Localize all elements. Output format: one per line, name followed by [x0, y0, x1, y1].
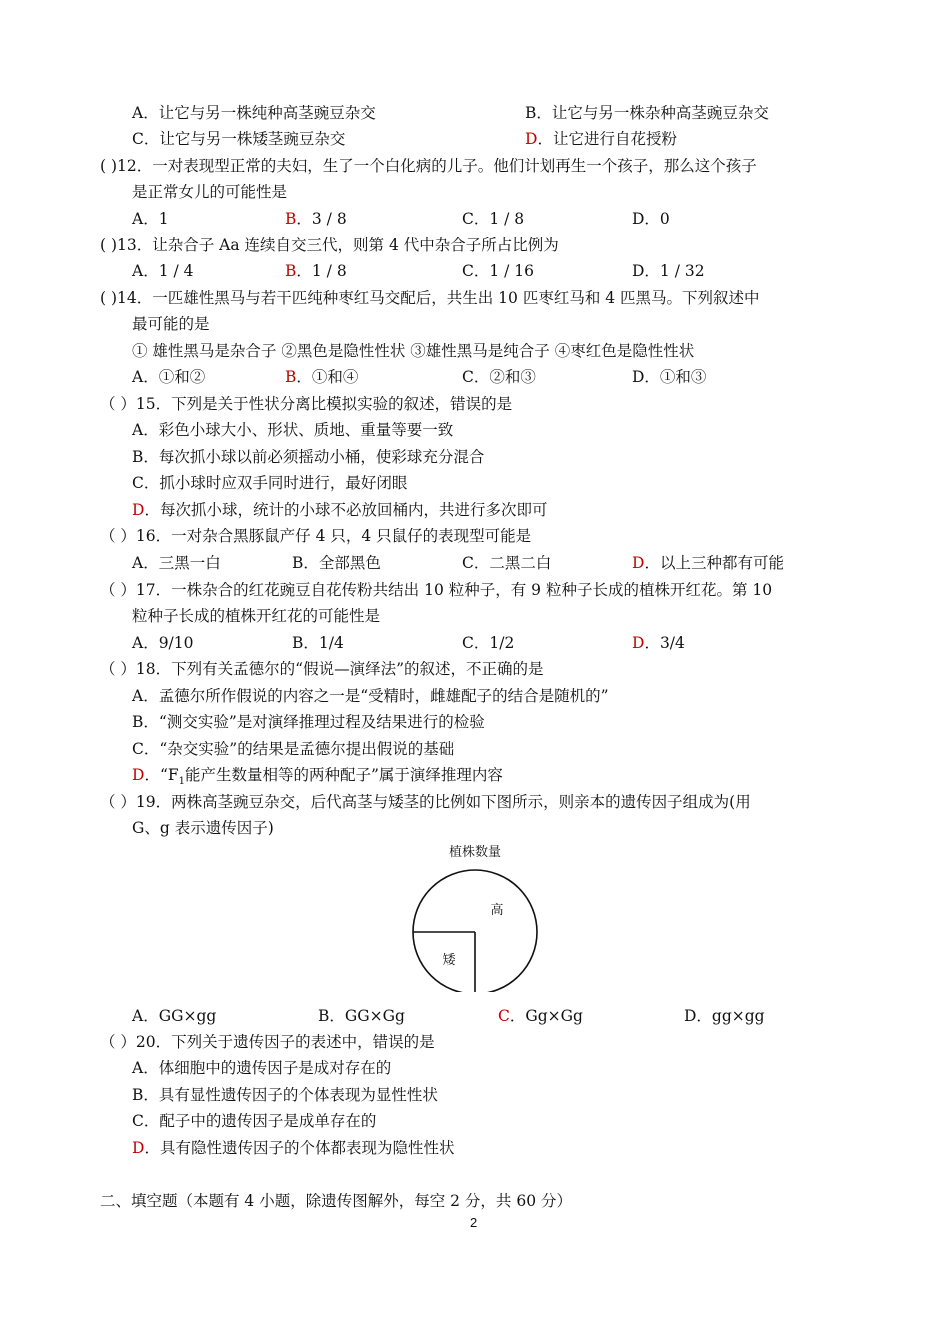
q18-option-d: D．“$F_1$能产生数量相等的两种配子”属于演绎推理内容 [132, 766, 503, 788]
q17-option-b: B．1/4 [292, 634, 344, 652]
q11-option-b: B．让它与另一株杂种高茎豌豆杂交 [525, 104, 769, 122]
q19-stem: （ ）19．两株高茎豌豆杂交，后代高茎与矮茎的比例如下图所示，则亲本的遗传因子组成为(用 [100, 793, 751, 811]
q17-stem-cont: 粒种子长成的植株开红花的可能性是 [132, 607, 381, 625]
answer-marker: C [498, 1007, 510, 1025]
q17-option-c: C．1/2 [462, 634, 515, 652]
q11-option-a: A．让它与另一株纯种高茎豌豆杂交 [132, 104, 376, 122]
q12-option-b: B．3 / 8 [285, 210, 347, 228]
q15-option-b: B．每次抓小球以前必须摇动小桶，使彩球充分混合 [132, 448, 485, 466]
answer-marker: D [132, 501, 145, 519]
q20-stem: （ ）20．下列关于遗传因子的表述中，错误的是 [100, 1033, 435, 1051]
answer-marker: B [285, 368, 297, 386]
answer-marker: D [632, 634, 645, 652]
q16-option-c: C．二黑二白 [462, 554, 552, 572]
answer-marker: D [132, 1139, 145, 1157]
q14-option-a: A．①和② [132, 368, 206, 386]
q19-stem-cont: G、g 表示遗传因子) [132, 819, 274, 837]
q14-stem: ( )14．一匹雄性黑马与若干匹纯种枣红马交配后，共生出 10 匹枣红马和 4 匹黑马。下列叙述中 [100, 289, 760, 307]
q18-option-b: B．“测交实验”是对演绎推理过程及结果进行的检验 [132, 713, 485, 731]
answer-marker: D [525, 130, 538, 148]
q14-statements: ① 雄性黑马是杂合子 ②黑色是隐性性状 ③雄性黑马是纯合子 ④枣红色是隐性性状 [132, 342, 695, 360]
q19-option-b: B．GG×Gg [318, 1007, 405, 1025]
q17-stem: （ ）17．一株杂合的红花豌豆自花传粉共结出 10 粒种子，有 9 粒种子长成的植株开红花。第 10 [100, 581, 773, 599]
q16-option-d: D．以上三种都有可能 [632, 554, 784, 572]
page-number: 2 [470, 1215, 478, 1230]
slice-label-tall: 高 [490, 903, 504, 918]
q16-stem: （ ）16．一对杂合黑豚鼠产仔 4 只，4 只鼠仔的表现型可能是 [100, 527, 532, 545]
q13-stem: ( )13．让杂合子 Aa 连续自交三代，则第 4 代中杂合子所占比例为 [100, 236, 559, 254]
q12-option-c: C．1 / 8 [462, 210, 525, 228]
q13-option-a: A．1 / 4 [132, 262, 194, 280]
slice-label-short: 矮 [442, 953, 456, 968]
q11-option-c: C．让它与另一株矮茎豌豆杂交 [132, 130, 346, 148]
q20-option-b: B．具有显性遗传因子的个体表现为显性性状 [132, 1086, 438, 1104]
q13-option-b: B．1 / 8 [285, 262, 347, 280]
q18-option-a: A．孟德尔所作假说的内容之一是“受精时，雌雄配子的结合是随机的” [132, 687, 609, 705]
q13-option-d: D．1 / 32 [632, 262, 705, 280]
q19-option-a: A．GG×gg [132, 1007, 217, 1025]
q19-option-d: D．gg×gg [684, 1007, 765, 1025]
q14-option-c: C．②和③ [462, 368, 536, 386]
q15-option-c: C．抓小球时应双手同时进行，最好闭眼 [132, 474, 408, 492]
q15-option-d: D．每次抓小球，统计的小球不必放回桶内，共进行多次即可 [132, 501, 548, 519]
q16-option-a: A．三黑一白 [132, 554, 221, 572]
q20-option-c: C．配子中的遗传因子是成单存在的 [132, 1112, 377, 1130]
answer-marker: D [132, 766, 145, 784]
answer-marker: B [285, 262, 297, 280]
q12-stem-cont: 是正常女儿的可能性是 [132, 183, 288, 201]
q20-option-d: D．具有隐性遗传因子的个体都表现为隐性性状 [132, 1139, 455, 1157]
answer-marker: B [285, 210, 297, 228]
q14-option-d: D．①和③ [632, 368, 707, 386]
q14-stem-cont: 最可能的是 [132, 315, 210, 333]
q19-option-c: C．Gg×Gg [498, 1007, 583, 1025]
q17-option-a: A．9/10 [132, 634, 194, 652]
q16-option-b: B．全部黑色 [292, 554, 381, 572]
q18-stem: （ ）18．下列有关孟德尔的“假说—演绎法”的叙述，不正确的是 [100, 660, 544, 678]
q12-option-a: A．1 [132, 210, 169, 228]
q15-stem: （ ）15．下列是关于性状分离比模拟实验的叙述，错误的是 [100, 395, 513, 413]
section-heading: 二、填空题（本题有 4 小题，除遗传图解外，每空 2 分，共 60 分） [100, 1192, 573, 1210]
q20-option-a: A．体细胞中的遗传因子是成对存在的 [132, 1059, 392, 1077]
q17-option-d: D．3/4 [632, 634, 685, 652]
chart-title: 植株数量 [448, 845, 502, 860]
answer-marker: D [632, 554, 645, 572]
pie-chart-figure [405, 842, 545, 992]
q12-stem: ( )12．一对表现型正常的夫妇，生了一个白化病的儿子。他们计划再生一个孩子，那么这个孩子 [100, 157, 757, 175]
q12-option-d: D．0 [632, 210, 670, 228]
q18-option-c: C．“杂交实验”的结果是孟德尔提出假说的基础 [132, 740, 455, 758]
q15-option-a: A．彩色小球大小、形状、质地、重量等要一致 [132, 421, 454, 439]
q13-option-c: C．1 / 16 [462, 262, 535, 280]
q11-option-d: D．让它进行自花授粉 [525, 130, 677, 148]
q14-option-b: B．①和④ [285, 368, 359, 386]
